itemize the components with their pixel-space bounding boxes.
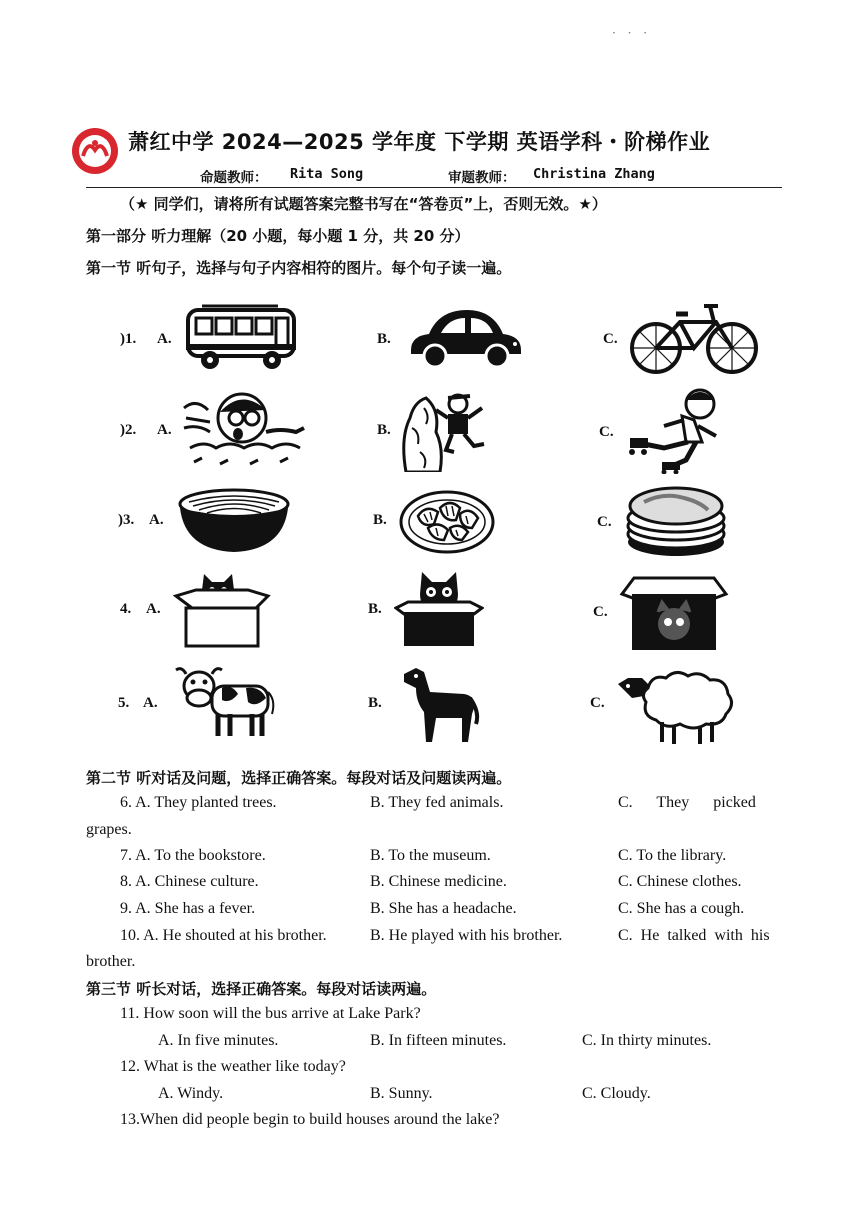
section2-title: 第二节 听对话及问题，选择正确答案。每段对话及问题读两遍。 xyxy=(86,769,512,787)
option-label: B. xyxy=(377,422,391,438)
option-c: C. She has a cough. xyxy=(618,900,745,917)
dumplings-plate-icon xyxy=(398,488,496,560)
option-label: B. xyxy=(368,695,382,711)
option-label: C. xyxy=(597,514,612,530)
question-number: )3. xyxy=(118,512,135,528)
cat-under-box-icon xyxy=(618,572,730,658)
option-c: C. They picked xyxy=(618,794,756,811)
climbing-icon xyxy=(400,388,490,476)
option-label: B. xyxy=(373,512,387,528)
option-a: 10. A. He shouted at his brother. xyxy=(120,927,327,944)
pancakes-icon xyxy=(624,484,728,564)
skating-icon xyxy=(624,386,728,478)
option-label: A. xyxy=(157,331,172,347)
option-c: C. Chinese clothes. xyxy=(618,873,742,890)
scan-mark: · · · xyxy=(612,26,652,40)
option-c: C. Cloudy. xyxy=(582,1085,651,1102)
option-c: C. To the library. xyxy=(618,847,727,864)
option-label: A. xyxy=(146,601,161,617)
cow-icon xyxy=(172,664,278,748)
reviewer-name: Christina Zhang xyxy=(533,166,655,182)
option-label: C. xyxy=(599,424,614,440)
header-divider xyxy=(86,187,782,188)
setter-name: Rita Song xyxy=(290,166,364,182)
cat-in-box-icon xyxy=(394,568,484,654)
option-label: C. xyxy=(590,695,605,711)
option-label: C. xyxy=(603,331,618,347)
option-label: B. xyxy=(368,601,382,617)
option-b: B. Chinese medicine. xyxy=(370,873,507,890)
notice: （★ 同学们，请将所有试题答案完整书写在“答卷页”上，否则无效。★） xyxy=(120,195,607,213)
car-icon xyxy=(405,306,525,372)
option-a: 8. A. Chinese culture. xyxy=(120,873,259,890)
bicycle-icon xyxy=(628,300,760,380)
reviewer-label: 审题教师： xyxy=(448,170,516,186)
option-label: C. xyxy=(593,604,608,620)
part1-title: 第一部分 听力理解（20 小题，每小题 1 分，共 20 分） xyxy=(86,227,470,245)
option-b: B. In fifteen minutes. xyxy=(370,1032,507,1049)
option-label: A. xyxy=(157,422,172,438)
noodle-bowl-icon xyxy=(175,486,293,560)
option-label: A. xyxy=(149,512,164,528)
option-c-continued: grapes. xyxy=(86,821,132,838)
option-b: B. Sunny. xyxy=(370,1085,433,1102)
question-text: 11. How soon will the bus arrive at Lake Park? xyxy=(120,1005,421,1022)
setter-label: 命题教师： xyxy=(200,170,268,186)
option-a: A. In five minutes. xyxy=(158,1032,279,1049)
page-title: 萧红中学 2024—2025 学年度 下学期 英语学科・阶梯作业 xyxy=(128,130,711,154)
option-b: B. To the museum. xyxy=(370,847,491,864)
bus-icon xyxy=(182,302,300,376)
option-b: B. They fed animals. xyxy=(370,794,504,811)
option-a: 7. A. To the bookstore. xyxy=(120,847,266,864)
option-c-continued: brother. xyxy=(86,953,136,970)
option-a: 6. A. They planted trees. xyxy=(120,794,277,811)
option-label: A. xyxy=(143,695,158,711)
horse-icon xyxy=(394,662,480,748)
option-c: C. In thirty minutes. xyxy=(582,1032,712,1049)
question-text: 12. What is the weather like today? xyxy=(120,1058,346,1075)
option-c: C. He talked with his xyxy=(618,927,770,944)
option-a: 9. A. She has a fever. xyxy=(120,900,256,917)
cat-behind-box-icon xyxy=(172,570,272,654)
option-a: A. Windy. xyxy=(158,1085,224,1102)
section3-title: 第三节 听长对话，选择正确答案。每段对话读两遍。 xyxy=(86,980,437,998)
question-number: 4. xyxy=(120,601,132,617)
question-text: 13.When did people begin to build houses around the lake? xyxy=(120,1111,500,1128)
question-number: )1. xyxy=(120,331,137,347)
school-logo xyxy=(70,126,120,176)
swimming-icon xyxy=(180,388,308,476)
sheep-icon xyxy=(614,664,738,750)
section1-title: 第一节 听句子，选择与句子内容相符的图片。每个句子读一遍。 xyxy=(86,259,512,277)
question-number: 5. xyxy=(118,695,130,711)
option-b: B. He played with his brother. xyxy=(370,927,563,944)
question-number: )2. xyxy=(120,422,137,438)
option-b: B. She has a headache. xyxy=(370,900,517,917)
option-label: B. xyxy=(377,331,391,347)
